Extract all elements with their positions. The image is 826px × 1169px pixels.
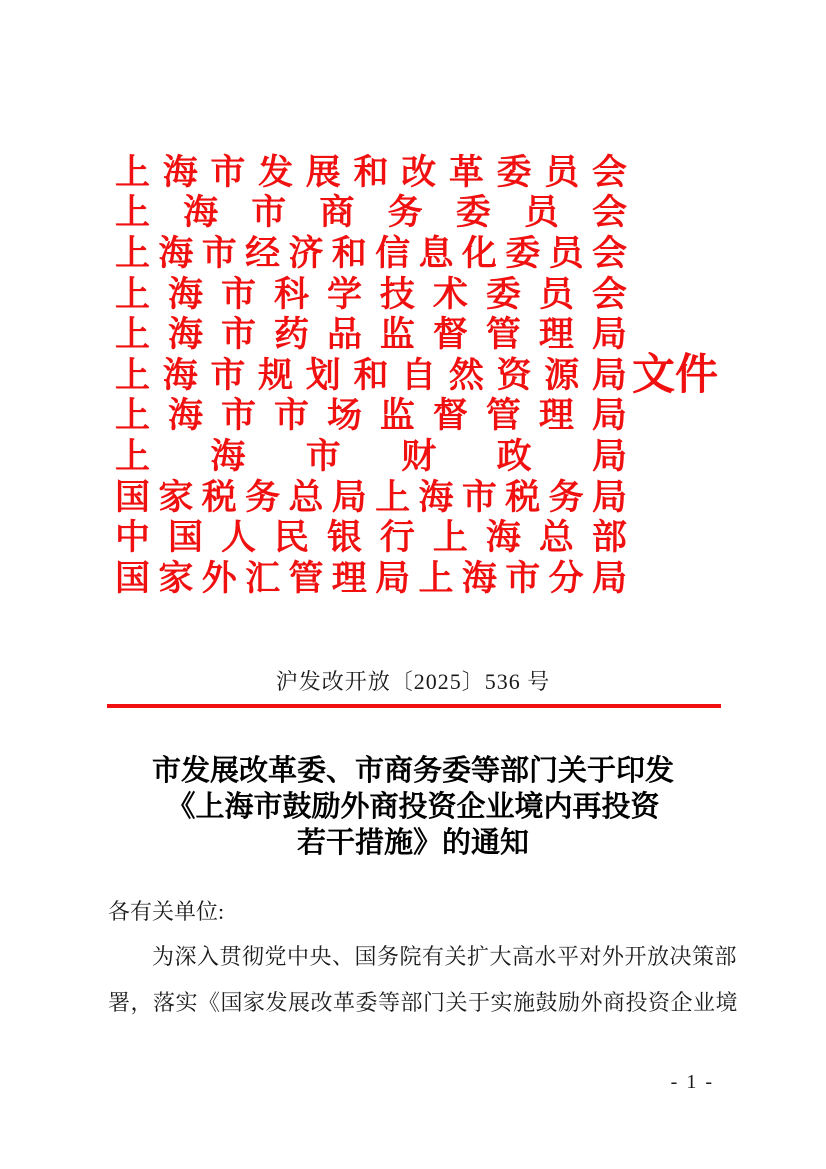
paragraph-line: 署，落实《国家发展改革委等部门关于实施鼓励外商投资企业境	[108, 990, 739, 1015]
agency-line: 上 海 市 规 划 和 自 然 资 源 局	[115, 355, 627, 395]
agency-line: 上 海 市 科 学 技 术 委 员 会	[115, 274, 627, 314]
page-number: - 1 -	[670, 1071, 714, 1093]
letterhead-block	[115, 152, 718, 599]
red-divider-rule	[107, 704, 721, 708]
document-title-line: 《上海市鼓励外商投资企业境内再投资	[166, 791, 660, 823]
agency-line: 上 海 市 经 济 和 信 息 化 委 员 会	[115, 233, 627, 273]
agency-line: 上 海 市 商 务 委 员 会	[115, 193, 627, 233]
agency-line: 上 海 市 市 场 监 督 管 理 局	[115, 396, 627, 436]
paragraph-line: 为深入贯彻党中央、国务院有关扩大高水平对外开放决策部	[152, 944, 738, 969]
document-title	[88, 753, 738, 861]
salutation: 各有关单位:	[108, 899, 225, 924]
agency-line: 国 家 税 务 总 局 上 海 市 税 务 局	[115, 477, 627, 517]
agency-line: 中 国 人 民 银 行 上 海 总 部	[115, 518, 627, 558]
agency-line: 上 海 市 发 展 和 改 革 委 员 会	[115, 152, 627, 192]
document-label: 文件	[632, 351, 718, 399]
agency-line: 国 家 外 汇 管 理 局 上 海 市 分 局	[115, 558, 627, 598]
document-title-line: 市发展改革委、市商务委等部门关于印发	[151, 755, 674, 787]
document-number: 沪发改开放〔2025〕536 号	[275, 669, 551, 694]
agency-list	[115, 152, 627, 599]
agency-line: 上 海 市 药 品 监 督 管 理 局	[115, 315, 627, 355]
document-title-line: 若干措施》的通知	[296, 827, 529, 859]
agency-line: 上 海 市 财 政 局	[115, 436, 627, 476]
